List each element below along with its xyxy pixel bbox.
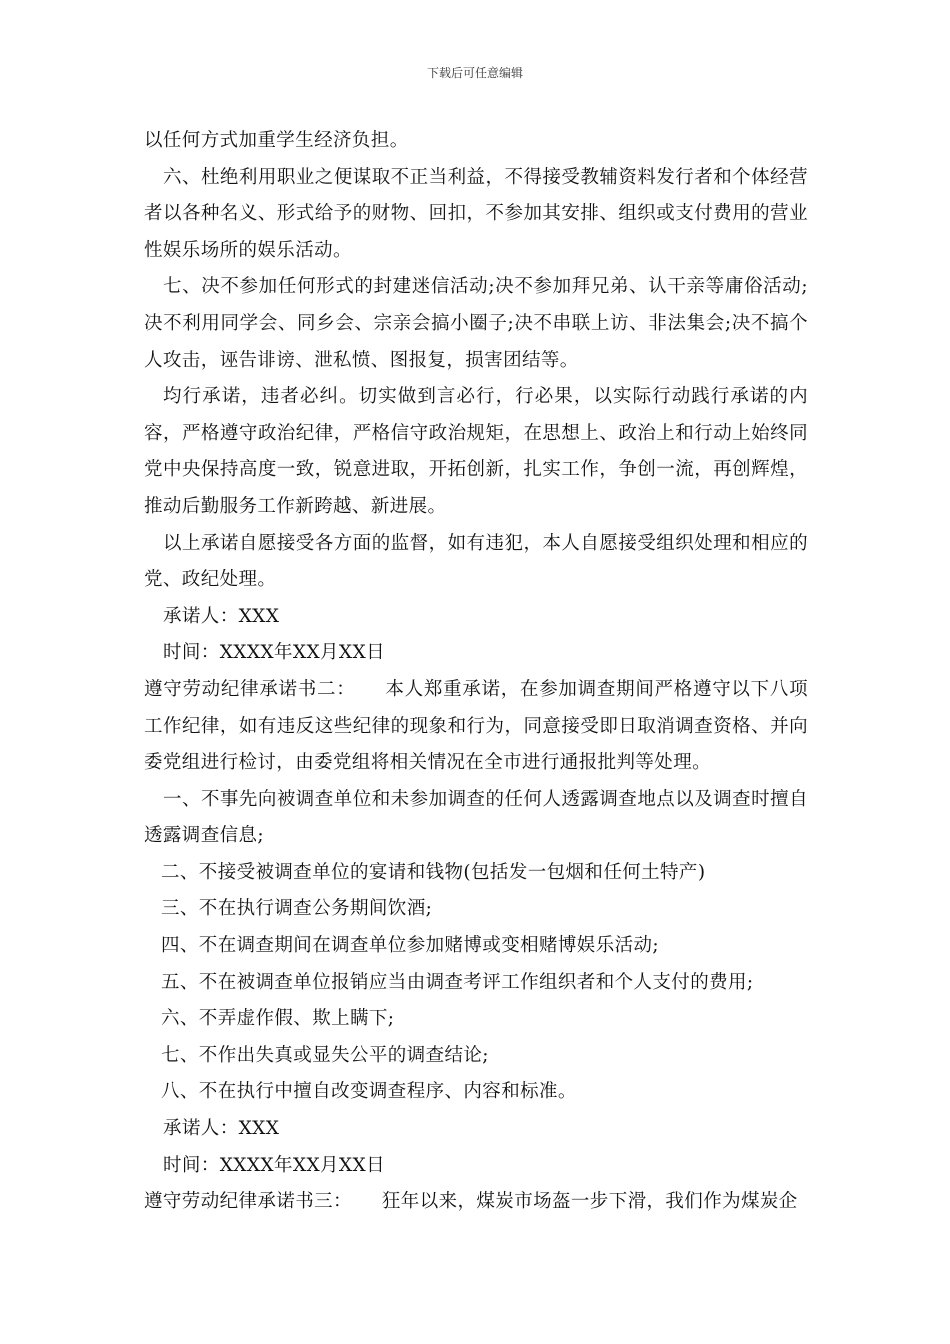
section-2-heading: 遵守劳动纪律承诺书二： [144, 678, 356, 700]
section-2-paragraph [144, 672, 808, 782]
signer-line: 承诺人：XXX [163, 1118, 280, 1140]
body-paragraph: 六、杜绝利用职业之便谋取不正当利益，不得接受教辅资料发行者和个体经营者以各种名义、形式给予的财物、回扣，不参加其安排、组织或支付费用的营业性娱乐场所的娱乐活动。 [144, 166, 808, 261]
body-paragraph: 七、决不参加任何形式的封建迷信活动;决不参加拜兄弟、认干亲等庸俗活动;决不利用同学会、同乡会、宗亲会搞小圈子;决不串联上访、非法集会;决不搞个人攻击，诬告诽谤、泄私愤、图报复，损害团结等。 [144, 276, 808, 371]
date-line: 时间：XXXX年XX月XX日 [163, 1154, 385, 1176]
signer-line: 承诺人：XXX [163, 605, 280, 627]
list-item: 五、不在被调查单位报销应当由调查考评工作组织者和个人支付的费用; [161, 971, 754, 993]
page-header-note: 下载后可任意编辑 [426, 66, 523, 80]
body-paragraph: 以上承诺自愿接受各方面的监督，如有违犯，本人自愿接受组织处理和相应的党、政纪处理。 [144, 532, 808, 591]
section-3-heading: 遵守劳动纪律承诺书三： [144, 1191, 352, 1213]
list-item: 三、不在执行调查公务期间饮酒; [161, 898, 433, 920]
document-body [144, 123, 808, 1221]
list-item: 二、不接受被调查单位的宴请和钱物(包括发一包烟和任何土特产) [161, 861, 706, 883]
list-item: 八、不在执行中擅自改变调查程序、内容和标准。 [161, 1081, 577, 1103]
body-paragraph: 以任何方式加重学生经济负担。 [144, 130, 409, 151]
body-paragraph: 均行承诺，违者必纠。切实做到言必行，行必果，以实际行动践行承诺的内容，严格遵守政治纪律，严格信守政治规矩，在思想上、政治上和行动上始终同党中央保持高度一致，锐意进取，开拓创新，扎实工作，争创一流，再创辉煌，推动后勤服务工作新跨越、新进展。 [144, 386, 808, 517]
list-item: 七、不作出失真或显失公平的调查结论; [161, 1044, 489, 1066]
section-3-intro: 狂年以来，煤炭市场盔一步下滑，我们作为煤炭企 [381, 1191, 798, 1213]
date-line: 时间：XXXX年XX月XX日 [163, 642, 385, 664]
section-3-paragraph [144, 1184, 808, 1221]
list-item: 一、不事先向被调查单位和未参加调查的任何人透露调查地点以及调查时擅自透露调查信息; [144, 788, 808, 847]
list-item: 四、不在调查期间在调查单位参加赌博或变相赌博娱乐活动; [161, 935, 660, 957]
section-2-intro: 本人郑重承诺，在参加调查期间严格遵守以下八项工作纪律，如有违反这些纪律的现象和行为，同意接受即日取消调查资格、并向委党组进行检讨，由委党组将相关情况在全市进行通报批判等处理。 [144, 678, 808, 774]
list-item: 六、不弄虚作假、欺上瞒下; [161, 1008, 395, 1030]
